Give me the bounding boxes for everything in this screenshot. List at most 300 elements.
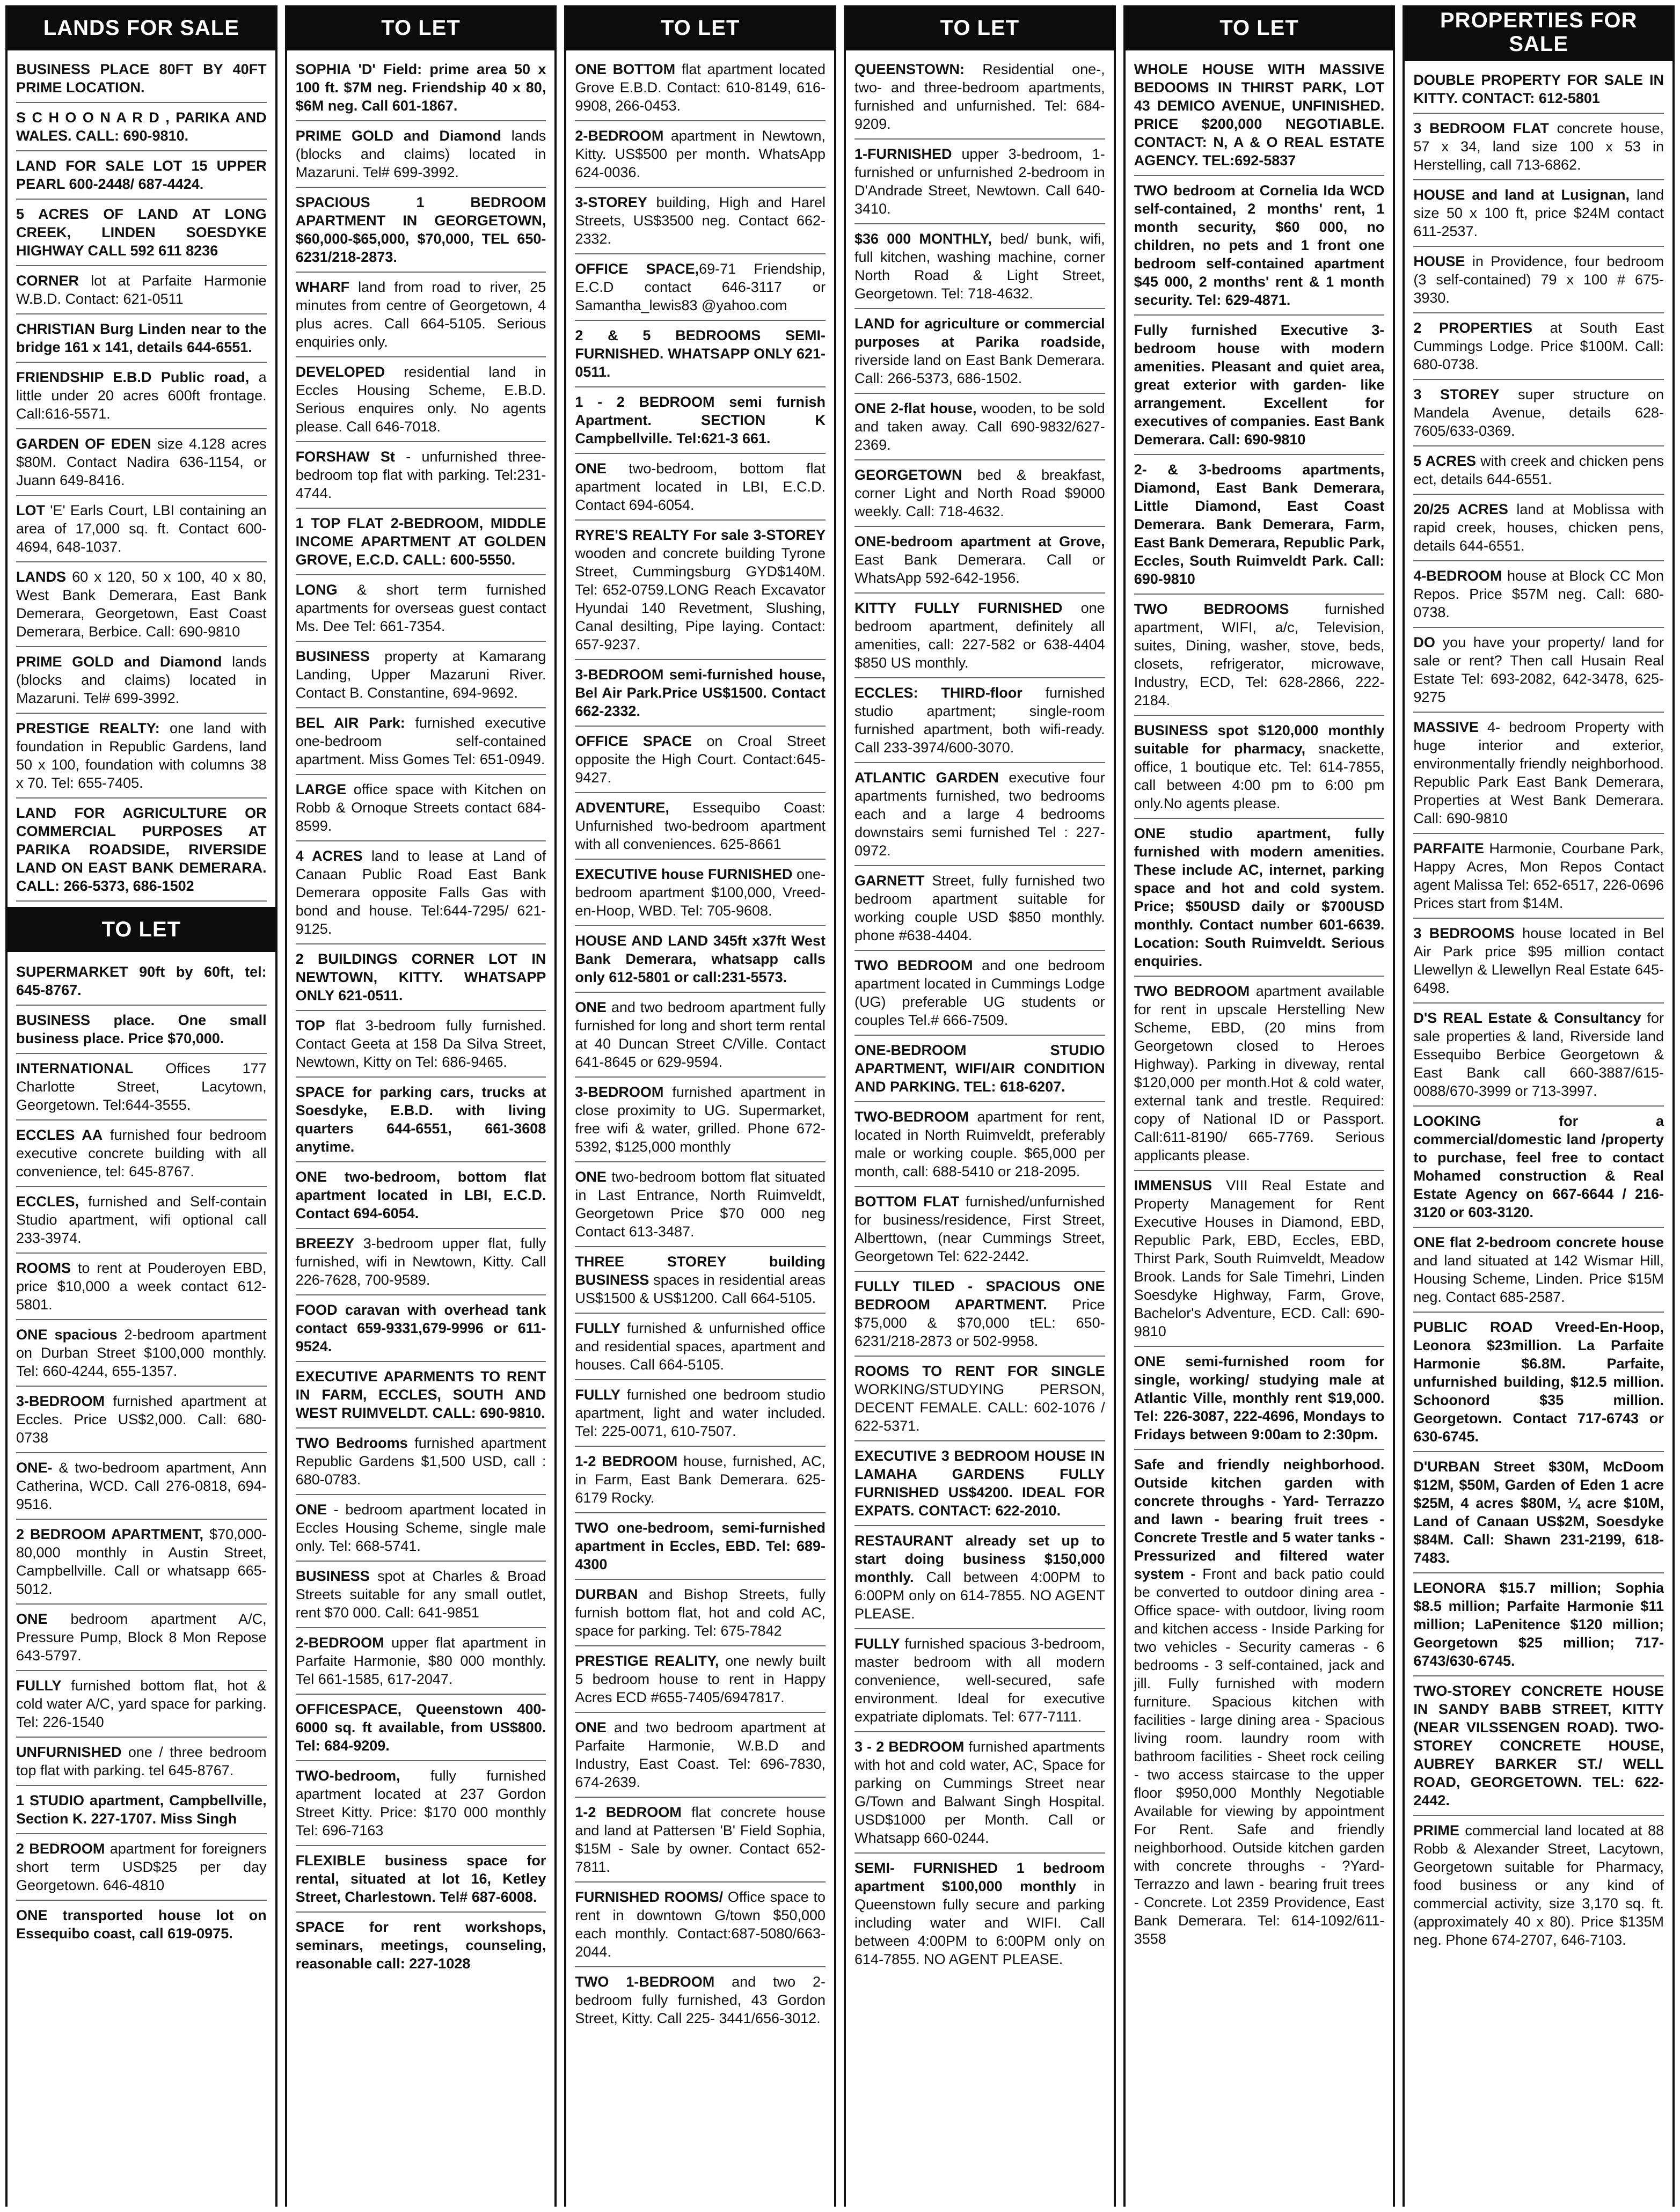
ad-body: a little under 20 acres 600ft frontage. Call:616-5571. <box>16 369 267 422</box>
ad-body: Office space to rent in downtown G/town $50,000 each monthly. Contact:687-5080/663-2044. <box>575 1889 826 1960</box>
classified-ad <box>296 514 546 575</box>
ad-body: in Queenstown fully secure and parking including water and WIFI. Call between 4:00PM to 6:00PM only on 614-7855. NO AGENT PLEASE. <box>854 1878 1105 1967</box>
ad-lead: ONE- <box>16 1460 53 1476</box>
ad-lead: PARFAITE <box>1413 840 1484 856</box>
ad-lead: 1-2 BEDROOM <box>575 1453 678 1469</box>
ad-lead: 2 PROPERTIES <box>1413 320 1533 336</box>
classified-column <box>844 5 1116 2207</box>
classified-ad <box>1413 319 1664 380</box>
ad-lead: WHOLE HOUSE WITH MASSIVE BEDOOMS IN THIRST PARK, LOT 43 DEMICO AVENUE, UNFINISHED. PRICE $200,000 NEGOTIABLE. CONTACT: N, A & O REAL ESTATE AGENCY. TEL:692-5837 <box>1134 61 1385 169</box>
classified-ad <box>575 1386 826 1447</box>
classified-ad <box>1413 924 1664 1004</box>
ad-lead: PRESTIGE REALTY: <box>16 720 160 736</box>
ad-body: furnished four bedroom executive concrete building with all convenience, tel: 645-8767. <box>16 1127 267 1180</box>
ad-lead: HOUSE and land at Lusignan, <box>1413 187 1630 203</box>
ad-body: land size 50 x 100 ft, price $24M contact 611-2537. <box>1413 187 1664 239</box>
ad-lead: 1 STUDIO apartment, Campbellville, Section K. 227-1707. Miss Singh <box>16 1792 267 1827</box>
ad-lead: 1 TOP FLAT 2-BEDROOM, MIDDLE INCOME APARTMENT AT GOLDEN GROVE, E.C.D. CALL: 600-5550. <box>295 515 546 568</box>
ad-lead: FORSHAW St <box>295 449 395 465</box>
classified-ad <box>575 1253 826 1314</box>
ad-lead: LOT <box>16 502 45 518</box>
ad-body: Price $75,000 & $70,000 tEL: 650-6231/218-2873 or 502-9958. <box>854 1297 1105 1349</box>
ad-body: flat concrete house and land at Pattersen 'B' Field Sophia, $15M - Sale by owner. Contact 652-7811. <box>575 1804 826 1875</box>
ad-body: flat 3-bedroom fully furnished. Contact Geeta at 158 Da Silva Street, Newtown, Kitty on Tel: 686-9465. <box>295 1017 546 1070</box>
classified-ad <box>296 1700 546 1761</box>
ad-body: lot at Parfaite Harmonie W.B.D. Contact: 621-0511 <box>16 273 267 307</box>
ad-lead: 2 BEDROOM APARTMENT, <box>16 1526 204 1542</box>
classified-ad <box>296 1567 546 1628</box>
classified-ad <box>1413 1318 1664 1452</box>
ad-lead: 3-BEDROOM <box>575 1084 664 1100</box>
ad-lead: 2 BEDROOM <box>16 1841 105 1857</box>
ad-lead: FLEXIBLE business space for rental, situated at lot 16, Ketley Street, Charlestown. Tel# 687-6008. <box>295 1852 546 1905</box>
classified-ad <box>296 1016 546 1078</box>
classified-column <box>1403 5 1675 2207</box>
ad-lead: LAND FOR AGRICULTURE OR COMMERCIAL PURPOSES AT PARIKA ROADSIDE, RIVERSIDE LAND ON EAST BANK DEMERARA. CALL: 266-5373, 686-1502 <box>16 805 267 894</box>
ad-body: residential land in Eccles Housing Scheme, E.B.D. Serious enquires only. No agents please. Call 646-7018. <box>295 364 546 435</box>
ad-body: wooden, to be sold and taken away. Call 690-9832/627-2369. <box>854 400 1105 453</box>
ad-lead: 5 ACRES <box>1413 453 1477 469</box>
classified-ad <box>1134 321 1385 455</box>
ad-lead: ONE spacious <box>16 1327 118 1343</box>
ad-lead: 2- & 3-bedrooms apartments, Diamond, East Bank Demerara, Little Diamond, East Coast Demerara. Bank Demerara, Farm, East Bank Demerara, Republic Park, Eccles, South Ruimveldt Park. Call: 690-9810 <box>1134 462 1385 587</box>
classified-ad <box>16 1392 267 1453</box>
classified-ad <box>296 127 546 188</box>
ad-lead: EXECUTIVE house FURNISHED <box>575 866 793 882</box>
classified-ad <box>854 532 1105 594</box>
ad-body: $70,000-80,000 monthly in Austin Street, Campbellville. Call or whatsapp 665-5012. <box>16 1526 267 1597</box>
classified-ad <box>1134 1176 1385 1347</box>
ad-lead: 2 & 5 BEDROOMS SEMI-FURNISHED. WHATSAPP ONLY 621-0511. <box>575 327 826 380</box>
ad-body: apartment for foreigners short term USD$25 per day Georgetown. 646-4810 <box>16 1841 267 1893</box>
ad-lead: Fully furnished Executive 3- bedroom house with modern amenities. Pleasant and quiet area, great exterior with garden- like arrangement. Excellent for executives of companies. East Bank Demerara. Call: 690-9810 <box>1134 322 1385 448</box>
ad-lead: 3 BEDROOM FLAT <box>1413 120 1549 136</box>
ad-lead: HOUSE <box>1413 253 1465 269</box>
ad-lead: BREEZY <box>295 1235 355 1251</box>
ad-body: lands (blocks and claims) located in Mazaruni. Tel# 699-3992. <box>16 654 267 706</box>
ad-body: executive four apartments furnished, two bedrooms each and a large 4 bedrooms downstairs semi furnished Tel : 227-0972. <box>854 770 1105 859</box>
classified-ad <box>854 1635 1105 1732</box>
ad-lead: 3-BEDROOM semi-furnished house, Bel Air Park.Price US$1500. Contact 662-2332. <box>575 666 826 719</box>
ad-lead: 3 BEDROOMS <box>1413 925 1515 941</box>
classified-ad <box>575 1452 826 1513</box>
ad-body: Street, fully furnished two bedroom apartment suitable for working couple USD $850 monthly. phone #638-4404. <box>854 873 1105 943</box>
ad-body: - bedroom apartment located in Eccles Housing Scheme, single male only. Tel: 668-5741. <box>295 1501 546 1554</box>
ad-lead: LANDS <box>16 569 66 585</box>
ad-lead: INTERNATIONAL <box>16 1060 134 1076</box>
ads-list <box>566 50 834 2207</box>
ad-lead: DURBAN <box>575 1586 638 1602</box>
ad-lead: BOTTOM FLAT <box>854 1193 960 1210</box>
ad-body: on Croal Street opposite the High Court. Contact:645-9427. <box>575 733 826 786</box>
classified-ad <box>16 368 267 429</box>
classified-ad <box>296 278 546 357</box>
ad-body: riverside land on East Bank Demerara. Call: 266-5373, 686-1502. <box>854 352 1105 386</box>
ads-list <box>1405 61 1672 2207</box>
section-header: LANDS FOR SALE <box>8 5 275 50</box>
ad-body: land to lease at Land of Canaan Public Road East Bank Demerara opposite Falls Gas with bond and house. Tel:644-7295/ 621-9125. <box>295 848 546 937</box>
ad-lead: LONG <box>295 582 338 598</box>
classified-ad <box>296 1367 546 1429</box>
ad-body: house located in Bel Air Park price $95 million contact Llewellyn & Llewellyn Real Estate 645-6498. <box>1413 925 1664 996</box>
section-header: TO LET <box>846 5 1114 50</box>
section-header: TO LET <box>566 5 834 50</box>
classified-ad <box>575 998 826 1078</box>
ad-lead: PRIME GOLD and Diamond <box>295 128 502 144</box>
classified-ad <box>1413 1233 1664 1313</box>
ad-lead: KITTY FULLY FURNISHED <box>854 600 1063 616</box>
ad-lead: PRIME <box>1413 1822 1459 1839</box>
ad-lead: 3 STOREY <box>1413 386 1500 402</box>
ad-body: one newly built 5 bedroom house to rent in Happy Acres ECD #655-7405/6947817. <box>575 1653 826 1705</box>
ad-lead: FULLY <box>575 1320 620 1336</box>
ad-body: super structure on Mandela Avenue, details 628-7605/633-0369. <box>1413 386 1664 439</box>
ad-lead: IMMENSUS <box>1134 1177 1212 1193</box>
classified-ad <box>1134 1455 1385 1953</box>
classified-ad <box>296 193 546 273</box>
ad-lead: ECCLES, <box>16 1193 79 1210</box>
ad-lead: UNFURNISHED <box>16 1744 122 1760</box>
classified-ad <box>854 1041 1105 1102</box>
ad-lead: ATLANTIC GARDEN <box>854 770 999 786</box>
ads-list <box>846 50 1114 2207</box>
classified-ad <box>575 526 826 660</box>
classified-ad <box>854 1362 1105 1441</box>
classified-ad <box>1413 1457 1664 1573</box>
ad-body: bed & breakfast, corner Light and North Road $9000 weekly. Call: 718-4632. <box>854 467 1105 519</box>
ad-body: WORKING/STUDYING PERSON, DECENT FEMALE. CALL: 602-1076 / 622-5371. <box>854 1381 1105 1434</box>
ad-body: 60 x 120, 50 x 100, 40 x 80, West Bank Demerara, East Bank Demerara, Georgetown, East Coast Demerara, Berbice. Call: 690-9810 <box>16 569 267 640</box>
classified-ad <box>16 653 267 714</box>
classified-ad <box>575 393 826 454</box>
ad-body: spaces in residential areas US$1500 & US$1200. Call 664-5105. <box>575 1272 826 1306</box>
classified-ad <box>575 1652 826 1713</box>
ad-body: building, High and Harel Streets, US$3500 neg. Contact 662-2332. <box>575 194 826 247</box>
ad-lead: ONE <box>575 1719 607 1735</box>
ad-body: 'E' Earls Court, LBI containing an area of 17,000 sq. ft. Contact 600-4694, 648-1037. <box>16 502 267 555</box>
classified-ad <box>16 1676 267 1738</box>
ad-lead: SPACE for parking cars, trucks at Soesdyke, E.B.D. with living quarters 644-6551, 661-3608 anytime. <box>295 1084 546 1155</box>
classified-column <box>285 5 557 2207</box>
ad-body: spot at Charles & Broad Streets suitable for any small outlet, rent $70 000. Call: 641-9851 <box>295 1568 546 1621</box>
classified-ad <box>296 60 546 121</box>
ad-body: fully furnished apartment located at 237 Gordon Street Kitty. Price: $170 000 monthly Tel: 696-7163 <box>295 1768 546 1839</box>
ad-lead: SOPHIA 'D' Field: prime area 50 x 100 ft. $7M neg. Friendship 40 x 80, $6M neg. Call 601-1867. <box>295 61 546 114</box>
classified-ad <box>296 1767 546 1846</box>
classifieds-page <box>5 5 1675 2207</box>
ad-lead: 2 BUILDINGS CORNER LOT IN NEWTOWN, KITTY. WHATSAPP ONLY 621-0511. <box>295 951 546 1004</box>
ad-lead: FULLY <box>854 1636 900 1652</box>
ad-lead: 1 - 2 BEDROOM semi furnish Apartment. SECTION K Campbellville. Tel:621-3 661. <box>575 394 826 446</box>
ad-lead: 2-BEDROOM <box>295 1635 384 1651</box>
classified-ad <box>1134 1352 1385 1450</box>
ad-body: & short term furnished apartments for overseas guest contact Ms. Dee Tel: 661-7354. <box>295 582 546 634</box>
ad-lead: 4-BEDROOM <box>1413 568 1502 584</box>
ad-body: two-bedroom bottom flat situated in Last Entrance, North Ruimveldt, Georgetown Price $70 000 neg Contact 613-3487. <box>575 1169 826 1240</box>
ad-body: flat apartment located Grove E.B.D. Contact: 610-8149, 616-9908, 266-0453. <box>575 61 826 114</box>
ad-lead: ONE BOTTOM <box>575 61 676 77</box>
ad-body: two-bedroom, bottom flat apartment located in LBI, E.C.D. Contact 694-6054. <box>575 460 826 513</box>
ad-lead: $36 000 MONTHLY, <box>854 231 992 247</box>
ad-lead: ONE-BEDROOM STUDIO APARTMENT, WIFI/AIR CONDITION AND PARKING. TEL: 618-6207. <box>854 1042 1105 1095</box>
classified-ad <box>575 732 826 793</box>
classified-ad <box>1413 252 1664 313</box>
ad-body: East Bank Demerara. Call or WhatsApp 592-642-1956. <box>854 552 1105 586</box>
classified-ad <box>575 1319 826 1380</box>
ad-body: furnished one bedroom studio apartment, light and water included. Tel: 225-0071, 610-7507. <box>575 1387 826 1439</box>
classified-ad <box>854 1192 1105 1272</box>
ad-lead: 1-2 BEDROOM <box>575 1804 682 1820</box>
ad-lead: S C H O O N A R D , PARIKA AND WALES. CALL: 690-9810. <box>16 109 267 144</box>
classified-ad <box>16 1011 267 1054</box>
classified-ad <box>1413 1682 1664 1816</box>
classified-ad <box>854 871 1105 951</box>
ad-lead: OFFICE SPACE, <box>575 261 699 277</box>
ad-lead: MASSIVE <box>1413 719 1479 735</box>
classified-ad <box>1134 982 1385 1171</box>
ad-body: property at Kamarang Landing, Upper Mazaruni River. Contact B. Constantine, 694-9692. <box>295 648 546 701</box>
ad-lead: ONE <box>575 999 607 1015</box>
ad-lead: DOUBLE PROPERTY FOR SALE IN KITTY. CONTACT: 612-5801 <box>1413 72 1664 106</box>
classified-ad <box>1134 181 1385 316</box>
classified-ad <box>1413 718 1664 834</box>
ad-body: lands (blocks and claims) located in Mazaruni. Tel# 699-3992. <box>295 128 546 180</box>
classified-ad <box>854 684 1105 763</box>
ad-body: one land with foundation in Republic Gardens, land 50 x 100, foundation with columns 38 x 70. Tel: 655-7405. <box>16 720 267 791</box>
classified-ad <box>296 1918 546 1978</box>
ad-body: concrete house, 57 x 34, land size 100 x 53 in Herstelling, call 713-6862. <box>1413 120 1664 173</box>
ad-lead: ONE-bedroom apartment at Grove, <box>854 533 1105 550</box>
classified-ad <box>854 466 1105 527</box>
classified-ad <box>854 399 1105 460</box>
ad-lead: FULLY <box>16 1678 62 1694</box>
ad-body: commercial land located at 88 Robb & Alexander Street, Lacytown, Georgetown suitable for Pharmacy, food business or any kind of commercial activity, size 3,170 sq. ft. (approximately 40 x 80). Price $135M neg. Phone 674-2707, 646-7103. <box>1413 1822 1664 1948</box>
classified-ad <box>16 1525 267 1605</box>
classified-ad <box>1413 71 1664 114</box>
ad-lead: OFFICESPACE, Queenstown 400-6000 sq. ft available, from US$800. Tel: 684-9209. <box>295 1701 546 1754</box>
ad-lead: LOOKING for a commercial/domestic land /property to purchase, feel free to contact Mohamed construction & Real Estate Agency on 667-6644 / 216-3120 or 603-3120. <box>1413 1113 1664 1220</box>
ad-body: furnished apartment in close proximity to UG. Supermarket, free wifi & water, grilled. Phone 672-5392, $125,000 monthly <box>575 1084 826 1155</box>
classified-ad <box>575 1585 826 1646</box>
ad-body: house at Block CC Mon Repos. Price $57M neg. Call: 680-0738. <box>1413 568 1664 620</box>
classified-ad <box>16 1192 267 1254</box>
ad-lead: QUEENSTOWN: <box>854 61 965 77</box>
classified-ad <box>296 448 546 509</box>
classified-ad <box>1134 721 1385 819</box>
ad-body: and two 2-bedroom fully furnished, 43 Gordon Street, Kitty. Call 225- 3441/656-3012. <box>575 1974 826 2026</box>
classified-ad <box>296 1301 546 1362</box>
classified-ad <box>854 145 1105 224</box>
ad-lead: D'URBAN Street $30M, McDoom $12M, $50M, Garden of Eden 1 acre $25M, 4 acres $80M, ¼ acre $10M, Land of Canaan US$2M, Soesdyke $84M. Call: Shawn 231-2199, 618-7483. <box>1413 1459 1664 1566</box>
ad-lead: TWO 1-BEDROOM <box>575 1974 715 1990</box>
classified-ad <box>296 1851 546 1913</box>
ad-body: furnished & unfurnished office and residential spaces, apartment and houses. Call 664-5105. <box>575 1320 826 1373</box>
ad-body: 2-bedroom apartment on Durban Street $100,000 monthly. Tel: 660-4244, 655-1357. <box>16 1327 267 1379</box>
classified-ad <box>16 1840 267 1901</box>
classified-ad <box>1413 1112 1664 1228</box>
ad-lead: Safe and friendly neighborhood. Outside kitchen garden with concrete throughs - Yard- Terrazzo and lawn - bearing fruit trees - Concrete Trestle and 5 water tanks - Pressurized and filtered water system - <box>1134 1456 1385 1582</box>
classified-ad <box>1413 633 1664 713</box>
ad-lead: 1-FURNISHED <box>854 146 952 162</box>
classified-ad <box>296 581 546 642</box>
ad-body: 3-bedroom upper flat, fully furnished, wifi in Newtown, Kitty. Call 226-7628, 700-9589. <box>295 1235 546 1288</box>
classified-ad <box>16 1059 267 1120</box>
ad-body: & two-bedroom apartment, Ann Catherina, WCD. Call 276-0818, 694-9516. <box>16 1460 267 1512</box>
classified-ad <box>575 865 826 926</box>
ad-lead: ONE <box>575 1169 607 1185</box>
ad-lead: ONE semi-furnished room for single, working/ studying male at Atlantic Ville, monthly rent $19,000. Tel: 226-3087, 222-4696, Mondays to Fridays between 9:00am to 2:30pm. <box>1134 1353 1385 1442</box>
ad-body: - unfurnished three-bedroom top flat with parking. Tel:231-4744. <box>295 449 546 501</box>
ad-body: one bedroom apartment, definitely all amenities, call: 227-582 or 638-4404 $850 US monthly. <box>854 600 1105 671</box>
classified-ad <box>16 60 267 103</box>
classified-ad <box>296 1634 546 1695</box>
classified-ad <box>854 1532 1105 1629</box>
classified-ad <box>16 568 267 647</box>
ad-body: 4- bedroom Property with huge interior and exterior, environmentally friendly neighborhood. Republic Park East Bank Demerara, Properties at West Bank Demerara. Call: 690-9810 <box>1413 719 1664 826</box>
ad-body: furnished/unfurnished for business/residence, First Street, Alberttown, (near Cummings Street, Georgetown Tel: 622-2442. <box>854 1193 1105 1264</box>
ad-lead: ONE two-bedroom, bottom flat apartment located in LBI, E.C.D. Contact 694-6054. <box>295 1169 546 1221</box>
ad-lead: ECCLES: THIRD-floor <box>854 685 1022 701</box>
ad-lead: SPACE for rent workshops, seminars, meetings, counseling, reasonable call: 227-1028 <box>295 1919 546 1972</box>
classified-ad <box>1413 385 1664 446</box>
classified-ad <box>16 1259 267 1320</box>
ad-body: wooden and concrete building Tyrone Street, Cummingsburg GYD$140M. Tel: 652-0759.LONG Reach Excavator Hyundai 140 Revetment, Slushing, Canal desilting, Pipe laying. Contact: 657-9237. <box>575 545 826 653</box>
ad-lead: TWO bedroom at Cornelia Ida WCD self-contained, 2 months' rent, 1 month security, $60 000, no children, no pets and 1 front one bedroom self-contained apartment $45 000, 2 months' rent & 1 month security. Tel: 629-4871. <box>1134 182 1385 308</box>
ad-body: office space with Kitchen on Robb & Ornoque Streets contact 684-8599. <box>295 781 546 834</box>
ad-lead: SUPERMARKET 90ft by 60ft, tel: 645-8767. <box>16 964 267 998</box>
classified-ad <box>1413 839 1664 919</box>
classified-ad <box>16 804 267 902</box>
ad-lead: CHRISTIAN Burg Linden near to the bridge 161 x 141, details 644-6551. <box>16 321 267 355</box>
ad-lead: PUBLIC ROAD Vreed-En-Hoop, Leonora $23million. La Parfaite Harmonie $6.8M. Parfaite, unfurnished building, $12.5 million. Schoonord $35 million. Georgetown. Contact 717-6743 or 630-6745. <box>1413 1319 1664 1445</box>
ad-body: furnished apartment at Eccles. Price US$2,000. Call: 680-0738 <box>16 1393 267 1446</box>
ad-lead: ONE studio apartment, fully furnished with modern amenities. These include AC, internet, parking space and hot and cold system. Price; $50USD daily or $700USD monthly. Contact number 601-6639. Location: South Ruimveldt. Serious enquiries. <box>1134 825 1385 969</box>
ad-lead: TWO-STOREY CONCRETE HOUSE IN SANDY BABB STREET, KITTY (NEAR VILSSENGEN ROAD). TWO-STOREY CONCRETE HOUSE, AUBREY BARKER ST./ WELL ROAD, GEORGETOWN. TEL: 622-2442. <box>1413 1683 1664 1808</box>
classified-ad <box>854 60 1105 140</box>
classified-ad <box>575 1803 826 1883</box>
ad-body: Front and back patio could be converted to outdoor dining area - Office space- with outdoor, living room and kitchen access - Inside Parking for two vehicles - Security cameras - 6 bedrooms - 3 self-contained, jack and jill. Fully furnished with modern furniture. Spacious kitchen with facilities - large dining area - Spacious living room. laundry room with bathroom facilities - Sheet rock ceiling - two access staircase to the upper floor $950,000 Monthly Negotiable Available for viewing by appointment For Rent. Safe and friendly neighborhood. Outside kitchen garden with concrete throughs - ?Yard- Terrazzo and lawn - bearing fruit trees - Concrete. Lot 2359 Providence, East Bank Demerara. Tel: 614-1092/611-3558 <box>1134 1566 1385 1947</box>
ad-lead: EXECUTIVE APARMENTS TO RENT IN FARM, ECCLES, SOUTH AND WEST RUIMVELDT. CALL: 690-9810. <box>295 1368 546 1421</box>
ad-body: apartment available for rent in upscale Herstelling New Scheme, EBD, (20 mins from Georgetown closed to Heroes Highway). Parking in diveway, rental $120,000 per month.Hot & cold water, external tank and trestle. Required: copy of National ID or Passport. Call:611-8190/ 665-7769. Serious applicants please. <box>1134 983 1385 1163</box>
classified-ad <box>854 599 1105 678</box>
ad-lead: FULLY TILED - SPACIOUS ONE BEDROOM APARTMENT. <box>854 1278 1105 1313</box>
classified-ad <box>296 780 546 841</box>
classified-column <box>1123 5 1396 2207</box>
section-header: PROPERTIES FOR SALE <box>1405 5 1672 61</box>
ad-lead: 2-BEDROOM <box>575 128 664 144</box>
ad-body: land from road to river, 25 minutes from centre of Georgetown, 4 plus acres. Call 664-5105. Serious enquiries only. <box>295 279 546 350</box>
classified-ad <box>575 193 826 254</box>
classified-ad <box>16 1743 267 1786</box>
ad-body: one-bedroom apartment $100,000, Vreed-en-Hoop, WBD. Tel: 705-9608. <box>575 866 826 919</box>
classified-ad <box>854 230 1105 309</box>
ad-body: and two bedroom apartment fully furnished for long and short term rental at 40 Duncan Street C/Ville. Contact 641-8645 or 629-9594. <box>575 999 826 1070</box>
ad-lead: TWO Bedrooms <box>295 1435 408 1451</box>
classified-ad <box>296 1083 546 1162</box>
classified-ad <box>296 1234 546 1295</box>
ad-body: one / three bedroom top flat with parking. tel 645-8767. <box>16 1744 267 1778</box>
ad-lead: CORNER <box>16 273 79 289</box>
ad-body: apartment in Newtown, Kitty. US$500 per month. WhatsApp 624-0036. <box>575 128 826 180</box>
classified-ad <box>854 1277 1105 1357</box>
ad-lead: LAND FOR SALE LOT 15 UPPER PEARL 600-2448/ 687-4424. <box>16 158 267 192</box>
classified-ad <box>296 363 546 442</box>
ad-body: furnished executive one-bedroom self-contained apartment. Miss Gomes Tel: 651-0949. <box>295 715 546 767</box>
ad-lead: TWO-bedroom, <box>295 1768 400 1784</box>
ad-lead: FRIENDSHIP E.B.D Public road, <box>16 369 250 385</box>
ad-body: in Providence, four bedroom (3 self-contained) 79 x 100 # 675-3930. <box>1413 253 1664 306</box>
ad-lead: TWO one-bedroom, semi-furnished apartment in Eccles, EBD. Tel: 689-4300 <box>575 1520 826 1572</box>
classified-ad <box>575 932 826 993</box>
ad-lead: THREE STOREY building BUSINESS <box>575 1254 826 1288</box>
classified-ad <box>1413 1579 1664 1676</box>
ad-lead: GARNETT <box>854 873 925 889</box>
ad-lead: BUSINESS <box>295 648 370 664</box>
ad-lead: 20/25 ACRES <box>1413 501 1508 517</box>
classified-ad <box>16 157 267 200</box>
ad-body: furnished and Self-contain Studio apartment, wifi optional call 233-3974. <box>16 1193 267 1246</box>
ad-lead: TWO BEDROOMS <box>1134 601 1289 617</box>
ad-lead: ONE <box>295 1501 327 1518</box>
ad-body: size 4.128 acres $80M. Contact Nadira 636-1154, or Juann 649-8416. <box>16 436 267 488</box>
ad-lead: 5 ACRES OF LAND AT LONG CREEK, LINDEN SOESDYKE HIGHWAY CALL 592 611 8236 <box>16 206 267 259</box>
classified-ad <box>854 1859 1105 1974</box>
classified-column <box>564 5 836 2207</box>
ad-lead: ROOMS TO RENT FOR SINGLE <box>854 1363 1105 1379</box>
classified-ad <box>854 768 1105 866</box>
ad-lead: ADVENTURE, <box>575 800 669 816</box>
ad-lead: PRESTIGE REALITY, <box>575 1653 719 1669</box>
ad-body: furnished bottom flat, hot & cold water A/C, yard space for parking. Tel: 226-1540 <box>16 1678 267 1730</box>
ad-lead: BUSINESS PLACE 80FT BY 40FT PRIME LOCATION. <box>16 61 267 96</box>
ad-body: with creek and chicken pens ect, details 644-6551. <box>1413 453 1664 487</box>
ad-body: and one bedroom apartment located in Cummings Lodge (UG) preferable UG students or couples Tel.# 666-7509. <box>854 957 1105 1028</box>
ad-body: furnished apartment Republic Gardens $1,500 USD, call : 680-0783. <box>295 1435 546 1488</box>
classified-ad <box>575 665 826 727</box>
ad-body: VIII Real Estate and Property Management for Rent Executive Houses in Diamond, EBD, Republic Park, EBD, Eccles, EBD, Thirst Park, South Ruimveldt, Meadow Brook. Lands for Sale Timehri, Linden Soesdyke Highway, Farm, Grove, Bachelor's Adventure, ECD. Call: 690-9810 <box>1134 1177 1385 1339</box>
ad-lead: LAND for agriculture or commercial purposes at Parika roadside, <box>854 316 1105 350</box>
classified-ad <box>575 127 826 188</box>
ad-lead: WHARF <box>295 279 350 295</box>
ad-lead: BUSINESS spot $120,000 monthly suitable for pharmacy, <box>1134 722 1385 757</box>
classified-ad <box>296 1500 546 1562</box>
classified-ad <box>16 1126 267 1187</box>
classified-ad <box>575 1083 826 1162</box>
ad-lead: FURNISHED ROOMS/ <box>575 1889 724 1905</box>
ad-body: upper flat apartment in Parfaite Harmonie, $80 000 monthly. Tel 661-1585, 617-2047. <box>295 1635 546 1687</box>
ad-lead: BUSINESS place. One small business place. Price $70,000. <box>16 1012 267 1046</box>
classified-ad <box>16 719 267 799</box>
ad-lead: ECCLES AA <box>16 1127 103 1143</box>
classified-ad <box>854 1108 1105 1187</box>
ad-lead: TWO-BEDROOM <box>854 1109 969 1125</box>
ad-lead: ONE 2-flat house, <box>854 400 977 416</box>
classified-ad <box>575 60 826 121</box>
ads-list <box>1126 50 1393 2207</box>
classified-ad <box>575 260 826 321</box>
classified-ad <box>296 1434 546 1495</box>
ad-lead: DO <box>1413 634 1435 650</box>
ad-lead: GEORGETOWN <box>854 467 962 483</box>
classified-ad <box>575 1973 826 2033</box>
classified-ad <box>16 108 267 151</box>
classified-ad <box>575 326 826 387</box>
ad-lead: ROOMS <box>16 1260 71 1276</box>
classified-ad <box>854 314 1105 394</box>
classified-ad <box>854 1738 1105 1854</box>
classified-ad <box>1413 500 1664 561</box>
ad-lead: SEMI- FURNISHED 1 bedroom apartment $100,000 monthly <box>854 1860 1105 1894</box>
